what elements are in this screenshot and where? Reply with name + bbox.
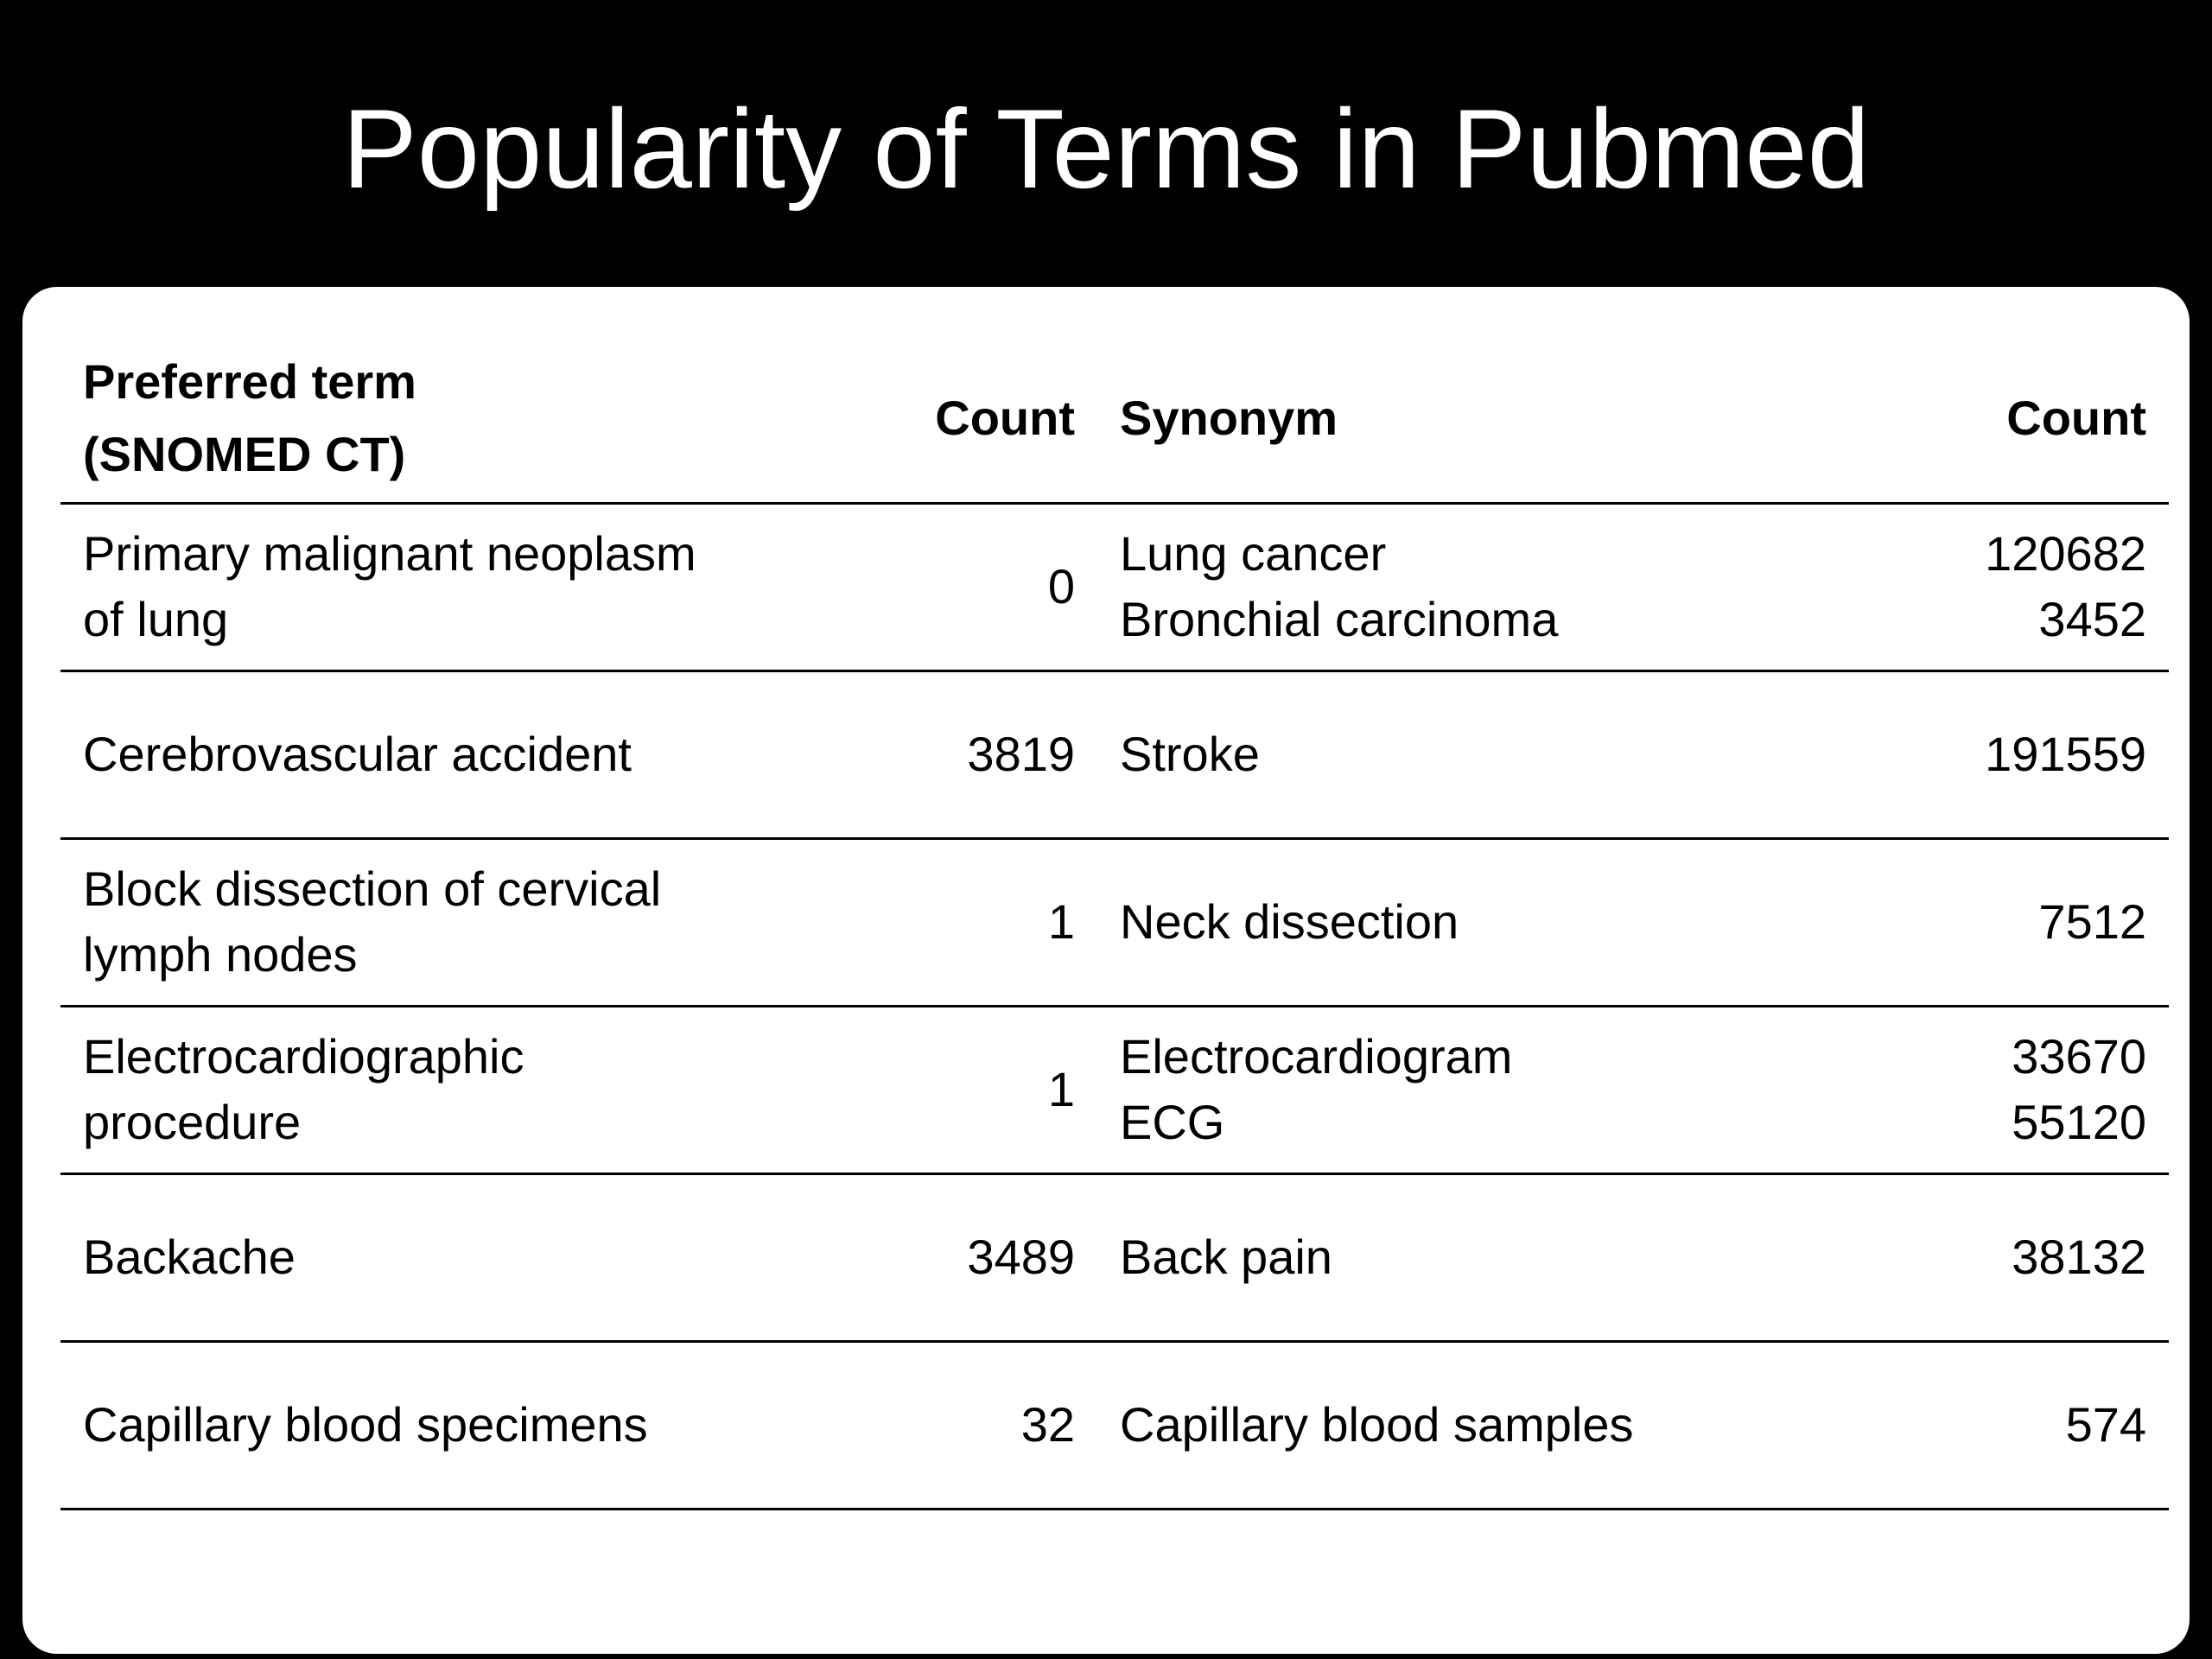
preferred-term-cell-line: Electrocardiographic [83,1029,524,1084]
synonym-cell-line: Stroke [1120,727,1260,781]
synonym-cell-line: Back pain [1120,1230,1332,1284]
synonym-cell-line: Electrocardiogram [1120,1029,1513,1084]
table-row [60,1173,2169,1341]
header-count: Count [795,335,1097,503]
synonym-count-cell-line: 3452 [2038,592,2146,646]
table-row [60,838,2169,1006]
synonym-cell-line: Lung cancer [1120,526,1387,581]
slide-title: Popularity of Terms in Pubmed [342,86,1870,212]
synonym-cell-line: Bronchial carcinoma [1120,592,1559,646]
table-body [60,503,2169,1509]
synonym-cell-line: ECG [1120,1095,1225,1149]
synonym-count-cell [1875,838,2169,1006]
preferred-term-cell-line: Primary malignant neoplasm [83,526,696,581]
synonym-cell [1097,503,1875,671]
header-preferred-term-line1: Preferred term [83,354,416,410]
synonym-cell [1097,1341,1875,1509]
synonym-count-cell [1875,1173,2169,1341]
synonym-count-cell [1875,671,2169,838]
synonym-cell [1097,671,1875,838]
count-cell: 1 [795,1006,1097,1173]
preferred-term-cell [60,838,795,1006]
preferred-term-cell-line: lymph nodes [83,927,358,982]
preferred-term-cell [60,1006,795,1173]
synonym-count-cell [1875,1006,2169,1173]
preferred-term-cell [60,671,795,838]
header-preferred-term [60,335,795,503]
header-synonym-count: Count [1875,335,2169,503]
header-preferred-term-line2: (SNOMED CT) [83,427,406,482]
preferred-term-cell-line: of lung [83,592,229,646]
synonym-count-cell-line: 33670 [2012,1029,2146,1084]
count-cell: 32 [795,1341,1097,1509]
synonym-cell [1097,1006,1875,1173]
table-panel [22,287,2190,1654]
header-synonym: Synonym [1097,335,1875,503]
preferred-term-cell-line: Cerebrovascular accident [83,727,632,781]
count-cell: 1 [795,838,1097,1006]
preferred-term-cell [60,1173,795,1341]
synonym-count-cell-line: 7512 [2038,894,2146,949]
preferred-term-cell-line: Backache [83,1230,296,1284]
preferred-term-cell-line: Capillary blood specimens [83,1397,648,1452]
synonym-cell [1097,1173,1875,1341]
count-cell: 3819 [795,671,1097,838]
synonym-cell-line: Capillary blood samples [1120,1397,1634,1452]
synonym-cell-line: Neck dissection [1120,894,1459,949]
table-row [60,503,2169,671]
preferred-term-cell [60,503,795,671]
synonym-count-cell [1875,503,2169,671]
preferred-term-cell-line: Block dissection of cervical [83,861,662,916]
synonym-count-cell-line: 191559 [1985,727,2146,781]
preferred-term-cell [60,1341,795,1509]
count-cell: 0 [795,503,1097,671]
header-row [60,335,2169,503]
table-row [60,1341,2169,1509]
preferred-term-cell-line: procedure [83,1095,302,1149]
table-row [60,671,2169,838]
count-cell: 3489 [795,1173,1097,1341]
table-row [60,1006,2169,1173]
synonym-count-cell-line: 120682 [1985,526,2146,581]
terms-table [60,335,2169,1510]
synonym-count-cell-line: 38132 [2012,1230,2146,1284]
synonym-count-cell-line: 574 [2065,1397,2146,1452]
synonym-count-cell-line: 55120 [2012,1095,2146,1149]
synonym-count-cell [1875,1341,2169,1509]
synonym-cell [1097,838,1875,1006]
